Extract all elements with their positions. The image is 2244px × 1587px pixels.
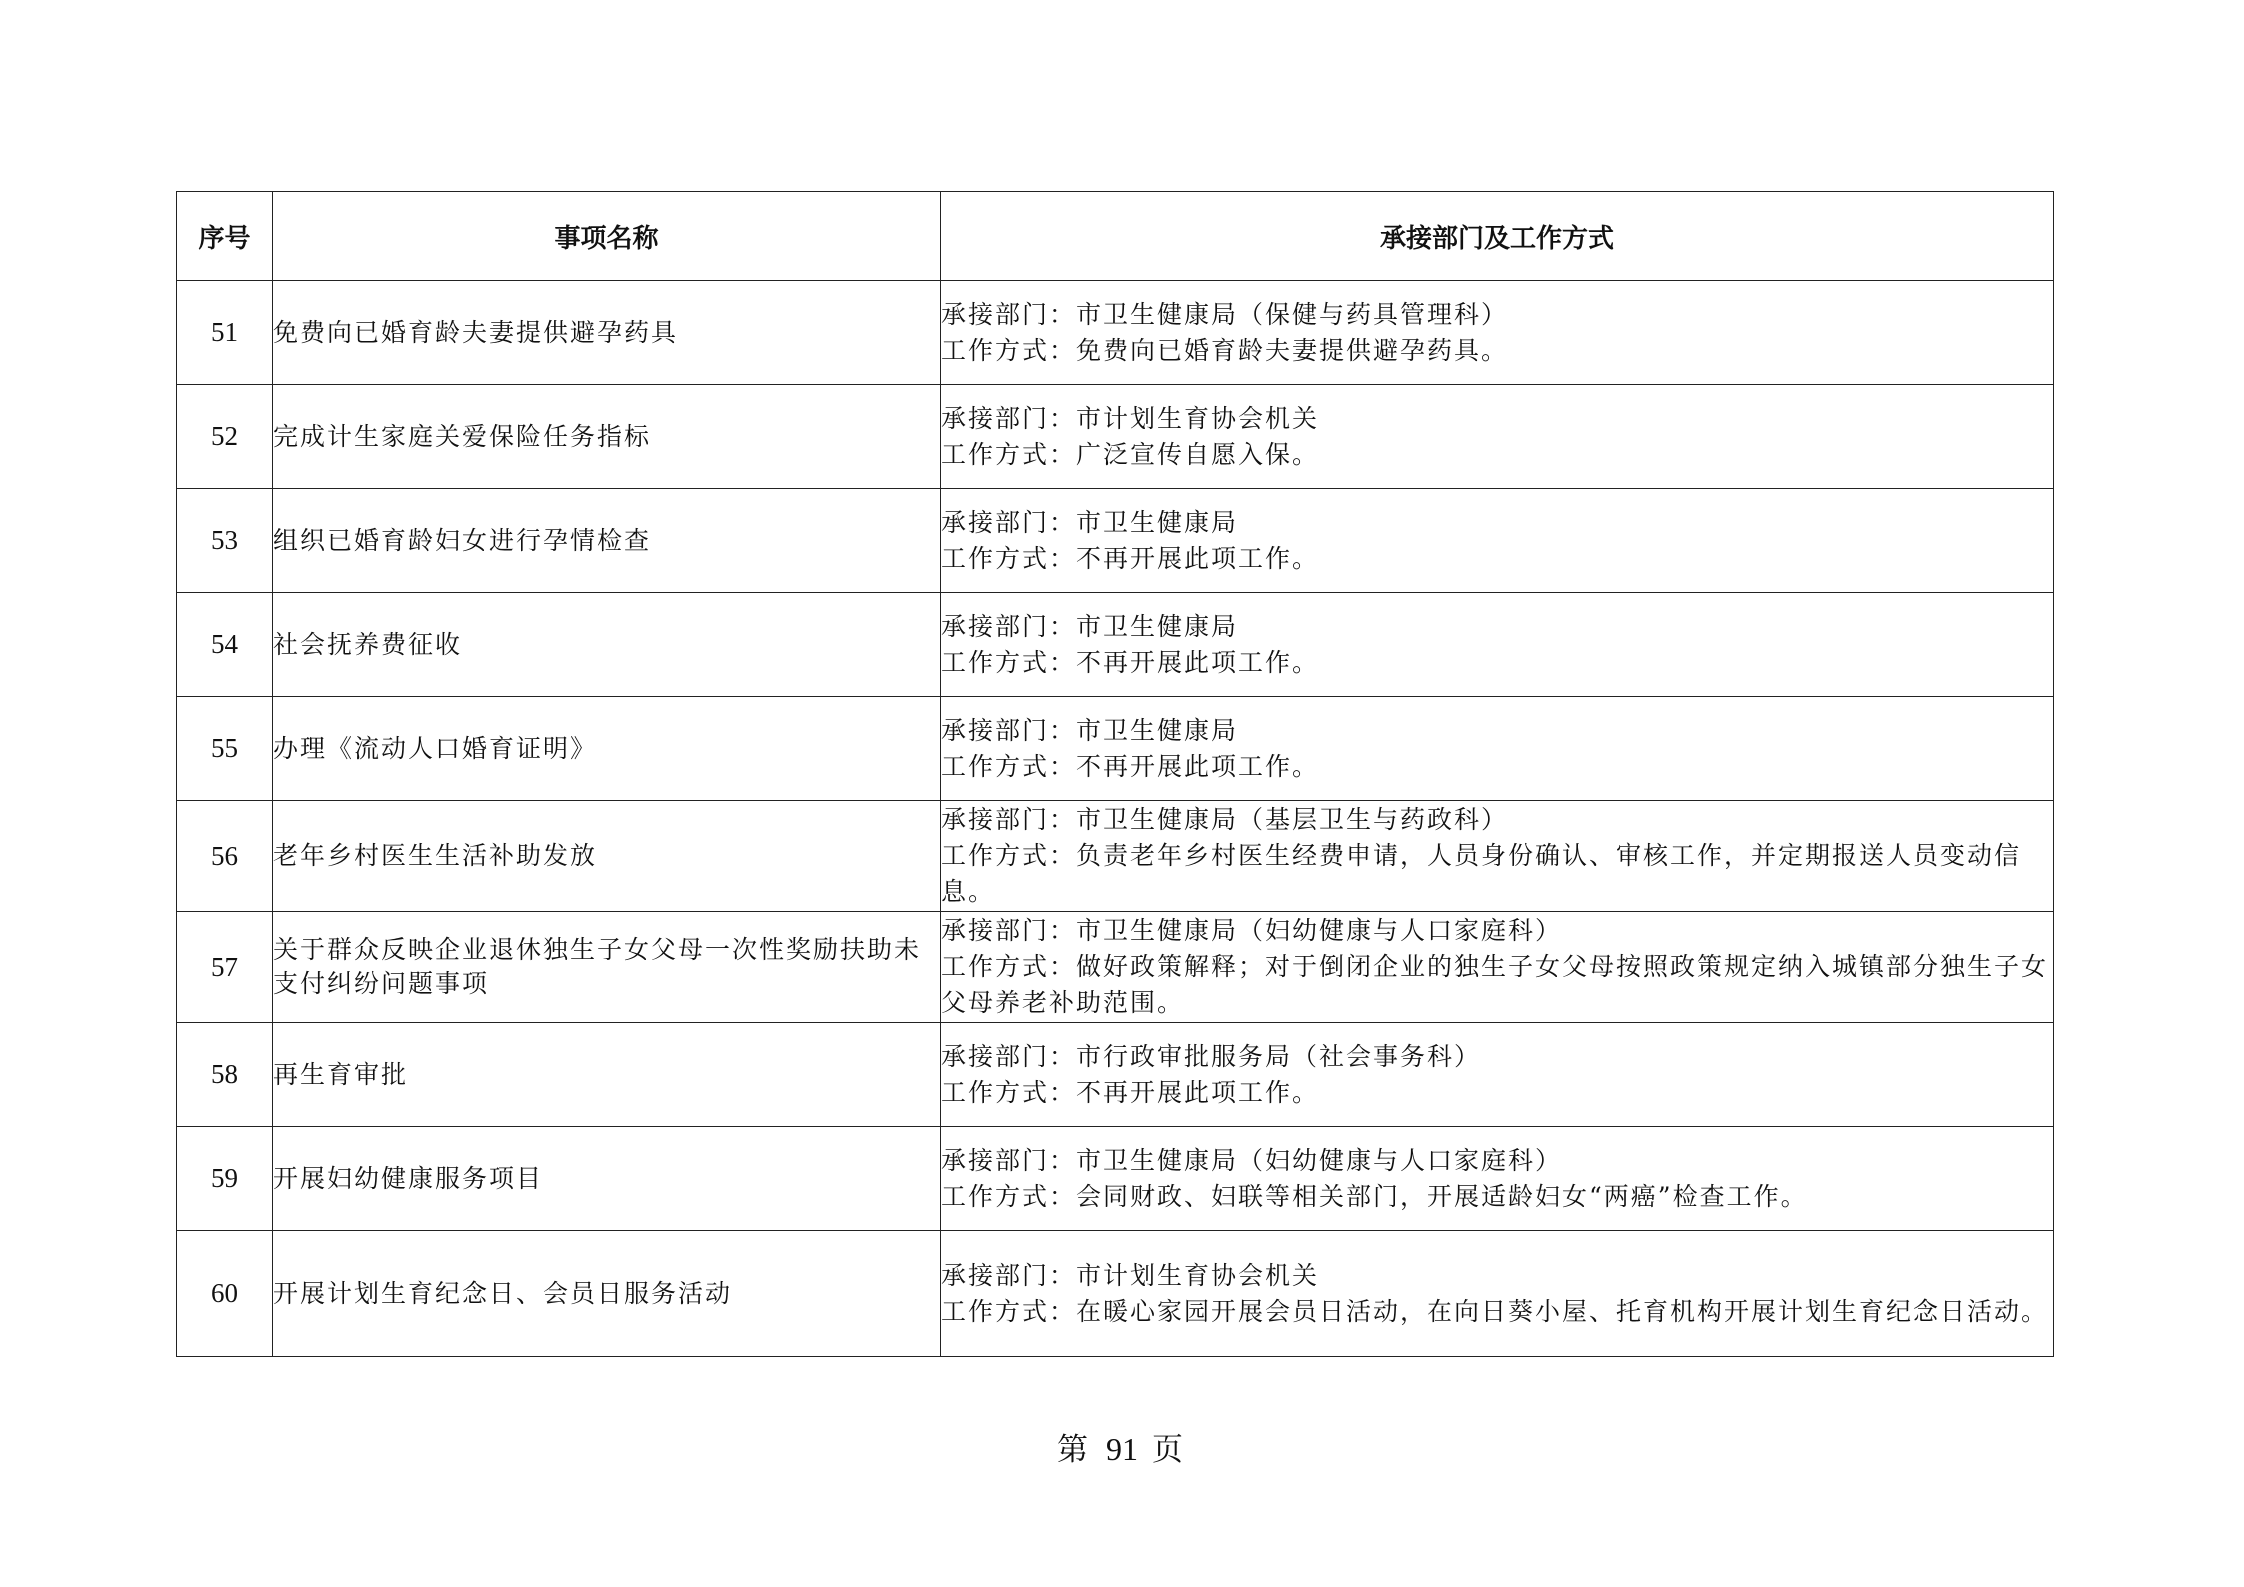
method-line: 工作方式：在暖心家园开展会员日活动，在向日葵小屋、托育机构开展计划生育纪念日活动。 — [941, 1296, 2049, 1326]
item-name: 组织已婚育龄妇女进行孕情检查 — [273, 489, 941, 593]
dept-cell — [941, 489, 2054, 593]
table-row — [177, 385, 2054, 489]
header-dept: 承接部门及工作方式 — [941, 192, 2054, 281]
dept-line: 承接部门：市计划生育协会机关 — [941, 1260, 1320, 1290]
page-suffix: 页 — [1152, 1432, 1187, 1468]
items-table — [176, 191, 2054, 1357]
dept-cell — [941, 1023, 2054, 1127]
dept-line: 承接部门：市卫生健康局（基层卫生与药政科） — [941, 805, 1509, 834]
row-number: 58 — [177, 1023, 273, 1127]
dept-cell — [941, 912, 2054, 1023]
table-row — [177, 697, 2054, 801]
dept-cell — [941, 281, 2054, 385]
table-row — [177, 1023, 2054, 1127]
dept-line: 承接部门：市卫生健康局（妇幼健康与人口家庭科） — [941, 1145, 1563, 1175]
row-number: 51 — [177, 281, 273, 385]
method-line: 工作方式：不再开展此项工作。 — [941, 543, 1320, 573]
dept-line: 承接部门：市卫生健康局 — [941, 715, 1239, 745]
dept-line: 承接部门：市卫生健康局（妇幼健康与人口家庭科） — [941, 916, 1563, 945]
dept-line: 承接部门：市卫生健康局 — [941, 611, 1239, 641]
method-line: 工作方式：会同财政、妇联等相关部门，开展适龄妇女“两癌”检查工作。 — [941, 1181, 1808, 1211]
item-name: 开展妇幼健康服务项目 — [273, 1127, 941, 1231]
page-footer — [0, 1424, 2244, 1469]
row-number: 60 — [177, 1231, 273, 1357]
table-row — [177, 1127, 2054, 1231]
item-name: 开展计划生育纪念日、会员日服务活动 — [273, 1231, 941, 1357]
item-name: 再生育审批 — [273, 1023, 941, 1127]
row-number: 57 — [177, 912, 273, 1023]
dept-cell — [941, 697, 2054, 801]
dept-cell — [941, 1231, 2054, 1357]
method-line: 工作方式：广泛宣传自愿入保。 — [941, 439, 1320, 469]
table-row — [177, 489, 2054, 593]
header-no: 序号 — [177, 192, 273, 281]
row-number: 54 — [177, 593, 273, 697]
row-number: 56 — [177, 801, 273, 912]
method-line: 工作方式：免费向已婚育龄夫妻提供避孕药具。 — [941, 335, 1509, 365]
table-row — [177, 801, 2054, 912]
dept-line: 承接部门：市卫生健康局 — [941, 507, 1239, 537]
item-name: 关于群众反映企业退休独生子女父母一次性奖励扶助未支付纠纷问题事项 — [273, 912, 941, 1023]
dept-cell — [941, 1127, 2054, 1231]
table-row — [177, 1231, 2054, 1357]
dept-cell — [941, 385, 2054, 489]
item-name: 办理《流动人口婚育证明》 — [273, 697, 941, 801]
page-prefix: 第 — [1057, 1432, 1092, 1468]
method-line: 工作方式：不再开展此项工作。 — [941, 647, 1320, 677]
row-number: 59 — [177, 1127, 273, 1231]
page-number: 91 — [1106, 1431, 1138, 1467]
dept-cell — [941, 801, 2054, 912]
item-name: 免费向已婚育龄夫妻提供避孕药具 — [273, 281, 941, 385]
dept-line: 承接部门：市计划生育协会机关 — [941, 403, 1320, 433]
table-row — [177, 593, 2054, 697]
item-name: 完成计生家庭关爱保险任务指标 — [273, 385, 941, 489]
row-number: 52 — [177, 385, 273, 489]
method-line: 工作方式：不再开展此项工作。 — [941, 1077, 1320, 1107]
dept-line: 承接部门：市卫生健康局（保健与药具管理科） — [941, 299, 1509, 329]
item-name: 社会抚养费征收 — [273, 593, 941, 697]
header-row — [177, 192, 2054, 281]
table-row — [177, 281, 2054, 385]
dept-line: 承接部门：市行政审批服务局（社会事务科） — [941, 1041, 1482, 1071]
item-name: 老年乡村医生生活补助发放 — [273, 801, 941, 912]
method-line: 工作方式：做好政策解释；对于倒闭企业的独生子女父母按照政策规定纳入城镇部分独生子女父母养老补助范围。 — [941, 952, 2049, 1017]
row-number: 55 — [177, 697, 273, 801]
dept-cell — [941, 593, 2054, 697]
method-line: 工作方式：负责老年乡村医生经费申请，人员身份确认、审核工作，并定期报送人员变动信息。 — [941, 841, 2022, 906]
row-number: 53 — [177, 489, 273, 593]
header-name: 事项名称 — [273, 192, 941, 281]
method-line: 工作方式：不再开展此项工作。 — [941, 751, 1320, 781]
table-row — [177, 912, 2054, 1023]
